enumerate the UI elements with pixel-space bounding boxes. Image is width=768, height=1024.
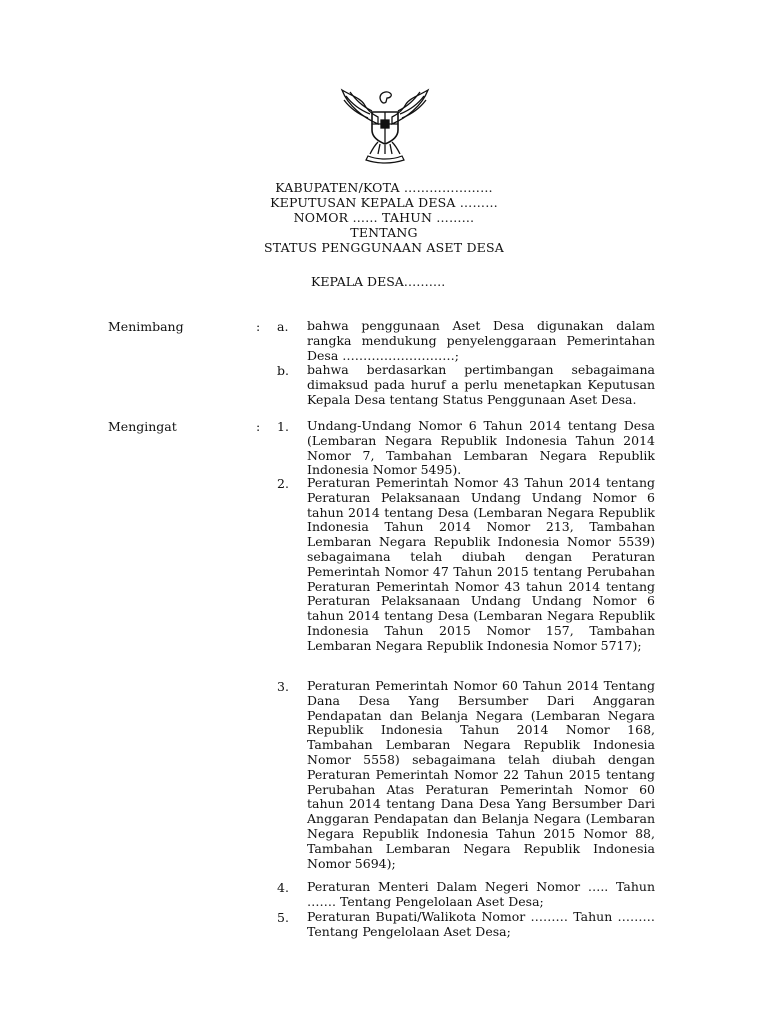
mengingat-2-mark: 2.	[277, 476, 289, 491]
menimbang-b-mark: b.	[277, 363, 289, 378]
mengingat-2-text: Peraturan Pemerintah Nomor 43 Tahun 2014 tentang Peraturan Pelaksanaan Undang Undang Nomor 6 tahun 2014 tentang Desa (Lembaran Negara Republik Indonesia Tahun 2014 Nomor 213, Tambahan Lembaran Negara Republik Indonesia Nomor 5539) sebagaimana telah diubah dengan Peraturan Pemerintah Nomor 47 Tahun 2015 tentang Perubahan Peraturan Pemerintah Nomor 43 tahun 2014 tentang Peraturan Pelaksanaan Undang Undang Nomor 6 tahun 2014 tentang Desa (Lembaran Negara Republik Indonesia Tahun 2015 Nomor 157, Tambahan Lembaran Negara Republik Indonesia Nomor 5717);	[307, 475, 655, 653]
header-nomor: NOMOR …… TAHUN ………	[293, 210, 475, 225]
mengingat-5-text: Peraturan Bupati/Walikota Nomor ……… Tahun ……… Tentang Pengelolaan Aset Desa;	[307, 909, 655, 939]
mengingat-3-text: Peraturan Pemerintah Nomor 60 Tahun 2014 Tentang Dana Desa Yang Bersumber Dari Anggaran Pendapatan dan Belanja Negara (Lembaran Negara Republik Indonesia Tahun 2014 Nomor 168, Tambahan Lembaran Negara Republik Indonesia Nomor 5558) sebagaimana telah diubah dengan Peraturan Pemerintah Nomor 22 Tahun 2015 tentang Perubahan Atas Peraturan Pemerintah Nomor 60 tahun 2014 tentang Dana Desa Yang Bersumber Dari Anggaran Pendapatan dan Belanja Negara (Lembaran Negara Republik Indonesia Tahun 2015 Nomor 88, Tambahan Lembaran Negara Republik Indonesia Nomor 5694);	[307, 678, 655, 871]
mengingat-1-mark: 1.	[277, 419, 289, 434]
mengingat-3-mark: 3.	[277, 679, 289, 694]
mengingat-label: Mengingat	[108, 419, 177, 434]
garuda-pancasila-icon	[334, 84, 436, 164]
menimbang-b-text: bahwa berdasarkan pertimbangan sebagaimana dimaksud pada huruf a perlu menetapkan Keputusan Kepala Desa tentang Status Penggunaan Aset Desa.	[307, 362, 655, 407]
mengingat-5-mark: 5.	[277, 910, 289, 925]
header-title: STATUS PENGGUNAAN ASET DESA	[263, 240, 504, 255]
menimbang-label: Menimbang	[108, 319, 184, 334]
mengingat-4-mark: 4.	[277, 880, 289, 895]
header-tentang: TENTANG	[350, 225, 418, 240]
mengingat-colon: :	[256, 419, 261, 434]
menimbang-colon: :	[256, 319, 261, 334]
menimbang-a-mark: a.	[277, 319, 289, 334]
mengingat-1-text: Undang-Undang Nomor 6 Tahun 2014 tentang Desa (Lembaran Negara Republik Indonesia Tahun 2014 Nomor 7, Tambahan Lembaran Negara Republik Indonesia Nomor 5495).	[307, 418, 655, 478]
mengingat-4-text: Peraturan Menteri Dalam Negeri Nomor ….. Tahun ……. Tentang Pengelolaan Aset Desa;	[307, 879, 655, 909]
kepala-desa-heading: KEPALA DESA……….	[311, 274, 446, 289]
menimbang-a-text: bahwa penggunaan Aset Desa digunakan dalam rangka mendukung penyelenggaraan Pemerintahan Desa ………………………;	[307, 318, 655, 363]
header-keputusan: KEPUTUSAN KEPALA DESA ………	[270, 195, 498, 210]
header-kabupaten: KABUPATEN/KOTA …………………	[275, 180, 493, 195]
